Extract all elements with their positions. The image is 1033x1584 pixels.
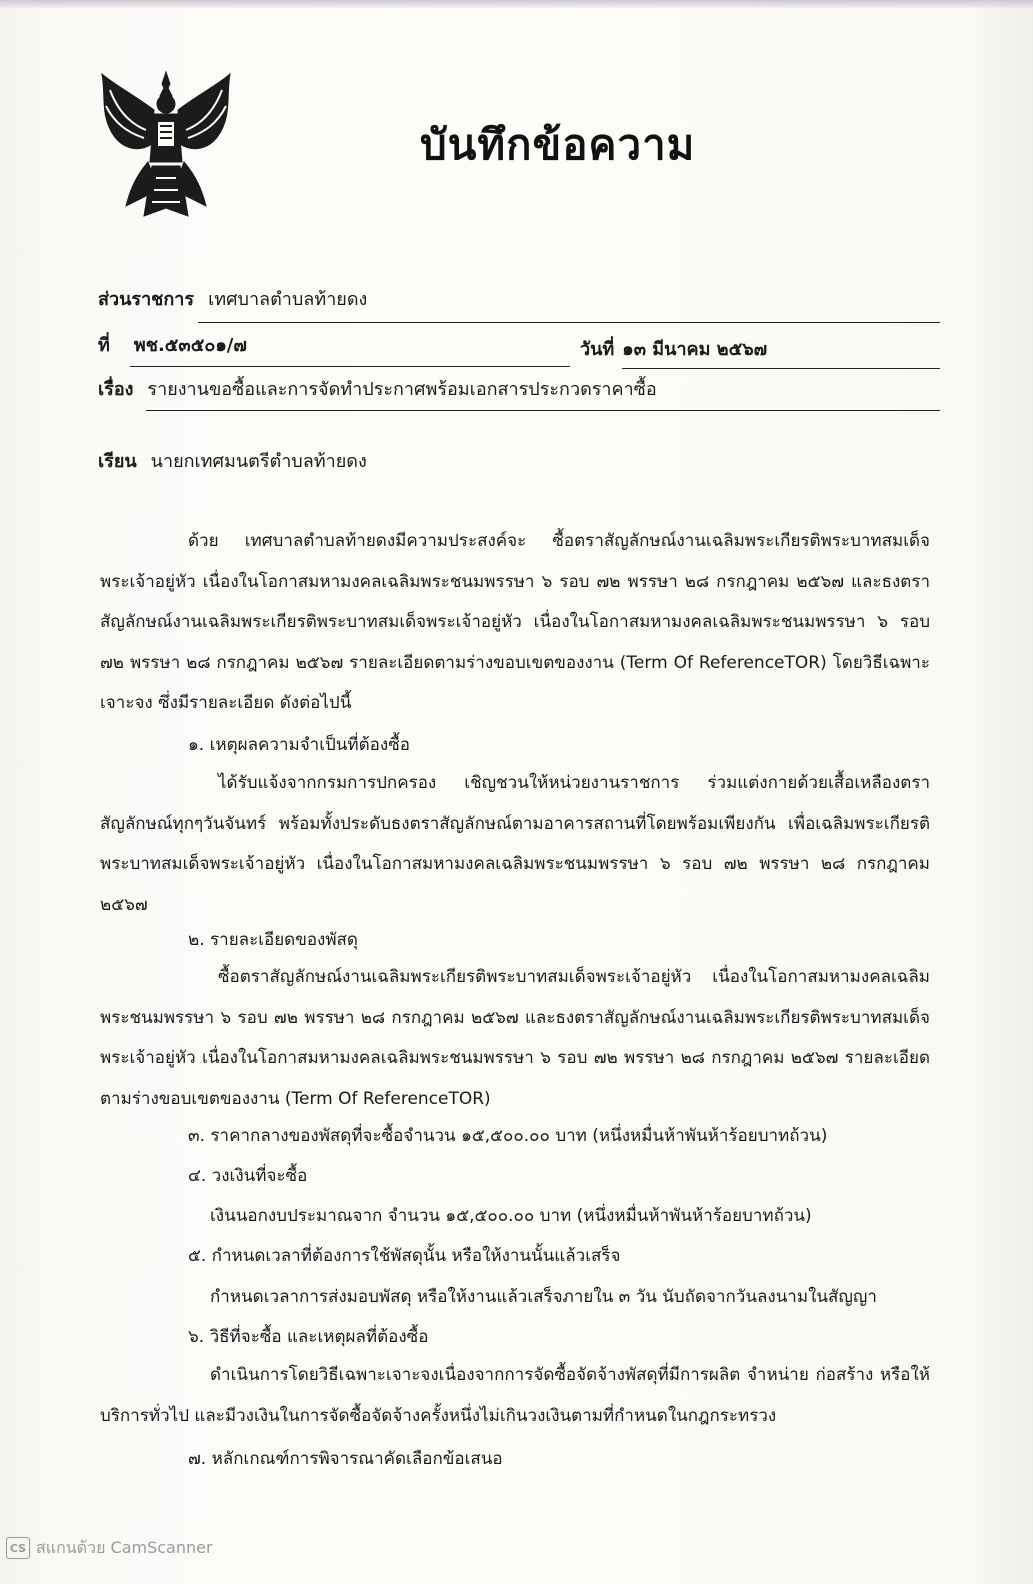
memo-title: บันทึกข้อความ <box>420 120 696 169</box>
date-label: วันที่ <box>580 339 615 360</box>
section-5-heading: ๕. กำหนดเวลาที่ต้องการใช้พัสดุนั้น หรือให้งานนั้นแล้วเสร็จ <box>188 1246 621 1266</box>
subject-value: รายงานขอซื้อและการจัดทำประกาศพร้อมเอกสารประกวดราคาซื้อ <box>147 379 657 400</box>
subject-row <box>98 374 657 403</box>
section-2-heading: ๒. รายละเอียดของพัสดุ <box>188 930 358 950</box>
camscanner-text: สแกนด้วย CamScanner <box>36 1537 213 1557</box>
section-7-heading: ๗. หลักเกณฑ์การพิจารณาคัดเลือกข้อเสนอ <box>188 1449 503 1469</box>
section-2-text: ซื้อตราสัญลักษณ์งานเฉลิมพระเกียรติพระบาทสมเด็จพระเจ้าอยู่หัว เนื่องในโอกาสมหามงคลเฉลิมพระชนมพรรษา ๖ รอบ ๗๒ พรรษา ๒๘ กรกฎาคม ๒๕๖๗ และธงตราสัญลักษณ์งานเฉลิมพระเกียรติพระบาทสมเด็จพระเจ้าอยู่หัว เนื่องในโอกาสมหามงคลเฉลิมพระชนมพรรษา ๖ รอบ ๗๒ พรรษา ๒๘ กรกฎาคม ๒๕๖๗ รายละเอียดตามร่างขอบเขตของงาน (Term Of ReferenceTOR) <box>100 967 930 1109</box>
to-label: เรียน <box>98 451 137 472</box>
to-value: นายกเทศมนตรีตำบลท้ายดง <box>150 451 367 472</box>
camscanner-watermark <box>6 1536 213 1560</box>
section-5-text: กำหนดเวลาการส่งมอบพัสดุ หรือให้งานแล้วเสร็จภายใน ๓ วัน นับถัดจากวันลงนามในสัญญา <box>210 1287 877 1307</box>
section-6-heading: ๖. วิธีที่จะซื้อ และเหตุผลที่ต้องซื้อ <box>188 1327 429 1347</box>
scan-edge <box>0 0 1033 8</box>
ref-value: พช.๕๓๕๐๑/๗ <box>133 335 247 356</box>
date-row <box>580 334 767 363</box>
garuda-emblem-icon <box>96 66 236 224</box>
intro-paragraph: ด้วย เทศบาลตำบลท้ายดงมีความประสงค์จะ ซื้อตราสัญลักษณ์งานเฉลิมพระเกียรติพระบาทสมเด็จพระเจ้าอยู่หัว เนื่องในโอกาสมหามงคลเฉลิมพระชนมพรรษา ๖ รอบ ๗๒ พรรษา ๒๘ กรกฎาคม ๒๕๖๗ และธงตราสัญลักษณ์งานเฉลิมพระเกียรติพระบาทสมเด็จพระเจ้าอยู่หัว เนื่องในโอกาสมหามงคลเฉลิมพระชนมพรรษา ๖ รอบ ๗๒ พรรษา ๒๘ กรกฎาคม ๒๕๖๗ รายละเอียดตามร่างขอบเขตของงาน (Term Of ReferenceTOR) โดยวิธีเฉพาะเจาะจง ซึ่งมีรายละเอียด ดังต่อไปนี้ <box>100 531 930 713</box>
agency-rule <box>198 322 940 323</box>
date-rule <box>622 368 940 369</box>
camscanner-logo-icon: CS <box>6 1537 30 1559</box>
subject-label: เรื่อง <box>98 379 134 400</box>
section-4-heading: ๔. วงเงินที่จะซื้อ <box>188 1166 308 1186</box>
ref-rule <box>130 366 570 367</box>
ref-row <box>98 330 247 359</box>
section-6-text: ดำเนินการโดยวิธีเฉพาะเจาะจงเนื่องจากการจัดซื้อจัดจ้างพัสดุที่มีการผลิต จำหน่าย ก่อสร้าง หรือให้บริการทั่วไป และมีวงเงินในการจัดซื้อจัดจ้างครั้งหนึ่งไม่เกินวงเงินตามที่กำหนดในกฎกระทรวง <box>100 1365 930 1426</box>
date-value: ๑๓ มีนาคม ๒๕๖๗ <box>622 339 768 360</box>
agency-value: เทศบาลตำบลท้ายดง <box>208 289 368 310</box>
agency-label: ส่วนราชการ <box>98 289 195 310</box>
subject-rule <box>146 410 940 411</box>
section-4-text: เงินนอกงบประมาณจาก จำนวน ๑๕,๕๐๐.๐๐ บาท (หนึ่งหมื่นห้าพันห้าร้อยบาทถ้วน) <box>210 1206 812 1226</box>
to-row <box>98 446 367 475</box>
ref-label: ที่ <box>98 335 110 356</box>
section-3-heading: ๓. ราคากลางของพัสดุที่จะซื้อจำนวน ๑๕,๕๐๐.๐๐ บาท (หนึ่งหมื่นห้าพันห้าร้อยบาทถ้วน) <box>188 1126 828 1146</box>
agency-row <box>98 284 367 313</box>
section-1-text: ได้รับแจ้งจากกรมการปกครอง เชิญชวนให้หน่วยงานราชการ ร่วมแต่งกายด้วยเสื้อเหลืองตราสัญลักษณ์ทุกๆวันจันทร์ พร้อมทั้งประดับธงตราสัญลักษณ์ตามอาคารสถานที่โดยพร้อมเพียงกัน เพื่อเฉลิมพระเกียรติพระบาทสมเด็จพระเจ้าอยู่หัว เนื่องในโอกาสมหามงคลเฉลิมพระชนมพรรษา ๖ รอบ ๗๒ พรรษา ๒๘ กรกฎาคม ๒๕๖๗ <box>100 773 930 915</box>
section-1-heading: ๑. เหตุผลความจำเป็นที่ต้องซื้อ <box>188 735 410 755</box>
